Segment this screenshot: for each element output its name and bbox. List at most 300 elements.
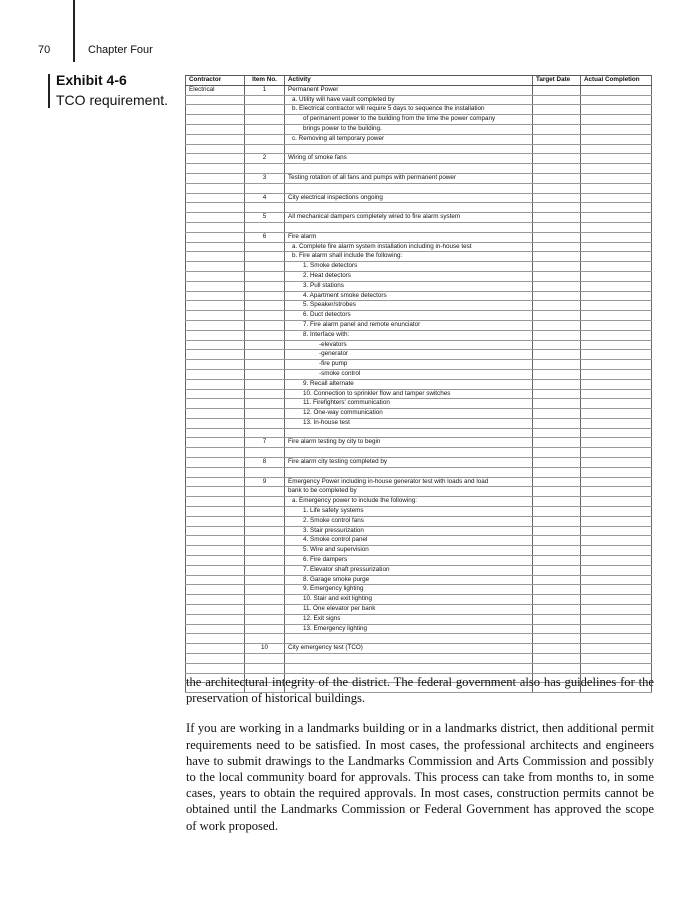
cell-target-date [533,477,581,487]
cell-actual-completion [581,340,652,350]
cell-actual-completion [581,242,652,252]
cell-activity [285,467,533,477]
cell-target-date [533,487,581,497]
cell-item-no [245,301,285,311]
cell-activity: 1. Smoke detectors [285,262,533,272]
cell-activity: 13. In-house test [285,418,533,428]
cell-actual-completion [581,320,652,330]
table-row [186,340,652,350]
cell-actual-completion [581,418,652,428]
cell-activity: Emergency Power including in-house generator test with loads and load [285,477,533,487]
cell-target-date [533,320,581,330]
cell-activity: 11. Firefighters' communication [285,399,533,409]
cell-contractor [186,242,245,252]
cell-item-no: 9 [245,477,285,487]
cell-target-date [533,350,581,360]
header-vertical-rule [73,0,75,62]
cell-contractor [186,624,245,634]
cell-target-date [533,369,581,379]
table-row [186,320,652,330]
cell-actual-completion [581,497,652,507]
cell-item-no [245,556,285,566]
cell-activity: of permanent power to the building from the time the power company [285,115,533,125]
cell-item-no [245,291,285,301]
table-row [186,536,652,546]
page-number: 70 [38,44,51,56]
table-row [186,242,652,252]
cell-target-date [533,144,581,154]
cell-actual-completion [581,428,652,438]
cell-contractor [186,428,245,438]
cell-actual-completion [581,438,652,448]
cell-item-no [245,311,285,321]
cell-activity: 2. Heat detectors [285,271,533,281]
cell-target-date [533,418,581,428]
cell-actual-completion [581,144,652,154]
cell-actual-completion [581,173,652,183]
cell-actual-completion [581,379,652,389]
cell-activity: bank to be completed by [285,487,533,497]
cell-actual-completion [581,546,652,556]
cell-actual-completion [581,565,652,575]
cell-activity: City electrical inspections ongoing [285,193,533,203]
cell-activity: 1. Life safety systems [285,507,533,517]
cell-item-no [245,105,285,115]
cell-contractor [186,360,245,370]
cell-target-date [533,379,581,389]
cell-item-no [245,399,285,409]
cell-contractor [186,291,245,301]
cell-contractor [186,575,245,585]
cell-contractor [186,516,245,526]
table-row [186,164,652,174]
table-row [186,546,652,556]
cell-target-date [533,654,581,664]
cell-contractor [186,399,245,409]
cell-activity: a. Emergency power to include the following: [285,497,533,507]
cell-target-date [533,565,581,575]
cell-item-no [245,467,285,477]
table-row [186,448,652,458]
cell-contractor [186,379,245,389]
cell-actual-completion [581,281,652,291]
table-row [186,389,652,399]
cell-actual-completion [581,409,652,419]
cell-activity: 5. Speaker/strobes [285,301,533,311]
cell-target-date [533,614,581,624]
cell-contractor [186,369,245,379]
cell-contractor [186,183,245,193]
table-row [186,124,652,134]
cell-target-date [533,105,581,115]
cell-contractor [186,193,245,203]
cell-target-date [533,340,581,350]
cell-activity: City emergency test (TCO) [285,644,533,654]
cell-activity: -smoke control [285,369,533,379]
cell-contractor [186,262,245,272]
table-row [186,95,652,105]
table-row [186,428,652,438]
cell-actual-completion [581,605,652,615]
cell-actual-completion [581,634,652,644]
cell-actual-completion [581,536,652,546]
cell-item-no [245,222,285,232]
cell-item-no [245,516,285,526]
table-row [186,556,652,566]
cell-target-date [533,428,581,438]
cell-item-no [245,330,285,340]
cell-item-no [245,252,285,262]
cell-contractor [186,644,245,654]
cell-contractor [186,526,245,536]
cell-actual-completion [581,575,652,585]
cell-target-date [533,634,581,644]
cell-actual-completion [581,458,652,468]
cell-target-date [533,252,581,262]
cell-item-no: 6 [245,232,285,242]
cell-target-date [533,360,581,370]
cell-actual-completion [581,516,652,526]
cell-activity: 4. Smoke control panel [285,536,533,546]
cell-item-no: 2 [245,154,285,164]
cell-item-no: 8 [245,458,285,468]
cell-contractor [186,222,245,232]
cell-item-no [245,262,285,272]
table-row [186,585,652,595]
table-row [186,262,652,272]
cell-activity: -elevators [285,340,533,350]
header-actual-completion: Actual Completion [581,76,652,86]
cell-actual-completion [581,154,652,164]
cell-item-no: 1 [245,85,285,95]
cell-item-no [245,575,285,585]
cell-target-date [533,516,581,526]
table-row [186,654,652,664]
exhibit-caption: TCO requirement. [56,92,169,108]
cell-contractor [186,134,245,144]
header-activity: Activity [285,76,533,86]
cell-actual-completion [581,213,652,223]
cell-actual-completion [581,467,652,477]
cell-target-date [533,409,581,419]
table-row [186,614,652,624]
cell-activity: 9. Emergency lighting [285,585,533,595]
cell-actual-completion [581,271,652,281]
cell-target-date [533,232,581,242]
cell-activity [285,203,533,213]
cell-item-no [245,281,285,291]
table-body [186,85,652,692]
cell-activity: 11. One elevator per bank [285,605,533,615]
cell-contractor [186,614,245,624]
cell-contractor [186,409,245,419]
cell-target-date [533,438,581,448]
table-row [186,438,652,448]
cell-item-no [245,595,285,605]
cell-item-no [245,95,285,105]
cell-activity: c. Removing all temporary power [285,134,533,144]
cell-activity: -fire pump [285,360,533,370]
table-row [186,154,652,164]
cell-item-no [245,115,285,125]
cell-target-date [533,536,581,546]
cell-item-no [245,360,285,370]
cell-actual-completion [581,164,652,174]
cell-actual-completion [581,183,652,193]
table-row [186,183,652,193]
cell-contractor [186,203,245,213]
cell-activity: Fire alarm city testing completed by [285,458,533,468]
cell-item-no: 7 [245,438,285,448]
table-row [186,301,652,311]
table-row [186,663,652,673]
table-row [186,507,652,517]
cell-item-no: 5 [245,213,285,223]
cell-target-date [533,291,581,301]
cell-actual-completion [581,369,652,379]
cell-item-no [245,340,285,350]
cell-activity: 6. Duct detectors [285,311,533,321]
cell-item-no: 4 [245,193,285,203]
cell-activity: 7. Fire alarm panel and remote enunciator [285,320,533,330]
cell-activity: 6. Fire dampers [285,556,533,566]
cell-contractor [186,438,245,448]
cell-activity: Fire alarm testing by city to begin [285,438,533,448]
cell-target-date [533,458,581,468]
cell-target-date [533,624,581,634]
cell-contractor [186,634,245,644]
cell-activity [285,663,533,673]
table-row [186,467,652,477]
cell-contractor [186,418,245,428]
cell-item-no [245,271,285,281]
cell-activity [285,222,533,232]
cell-actual-completion [581,105,652,115]
cell-actual-completion [581,507,652,517]
cell-actual-completion [581,360,652,370]
cell-item-no [245,144,285,154]
table-row [186,311,652,321]
cell-activity [285,634,533,644]
cell-contractor [186,458,245,468]
cell-target-date [533,399,581,409]
cell-actual-completion [581,350,652,360]
cell-contractor [186,663,245,673]
cell-contractor [186,654,245,664]
cell-contractor [186,487,245,497]
cell-actual-completion [581,389,652,399]
cell-actual-completion [581,311,652,321]
exhibit-rule [48,74,50,108]
table-row [186,330,652,340]
cell-activity: All mechanical dampers completely wired to fire alarm system [285,213,533,223]
cell-target-date [533,595,581,605]
cell-contractor [186,95,245,105]
table-row [186,624,652,634]
cell-contractor [186,340,245,350]
table-row [186,399,652,409]
table-row [186,232,652,242]
cell-contractor [186,301,245,311]
cell-activity: 10. Stair and exit lighting [285,595,533,605]
table-row [186,222,652,232]
cell-target-date [533,115,581,125]
cell-contractor [186,164,245,174]
table-row [186,595,652,605]
table-row [186,252,652,262]
cell-target-date [533,605,581,615]
cell-activity: Fire alarm [285,232,533,242]
cell-actual-completion [581,487,652,497]
exhibit-title: Exhibit 4-6 [56,72,127,88]
table-row [186,281,652,291]
cell-target-date [533,497,581,507]
cell-contractor [186,320,245,330]
paragraph: If you are working in a landmarks building or in a landmarks district, then additional permit requirements need to be satisfied. In most cases, the professional architects and engineers have to submit drawings to the Landmarks Commission and Arts Commission and possibly to the local community board for approvals. This process can take from months to, in some cases, years to obtain the required approvals. In most cases, construction permits cannot be obtained until the Landmarks Commission or Federal Government has approved the scope of work proposed. [186,721,654,833]
cell-actual-completion [581,252,652,262]
cell-actual-completion [581,124,652,134]
cell-item-no [245,124,285,134]
cell-contractor [186,389,245,399]
cell-target-date [533,271,581,281]
cell-contractor [186,467,245,477]
cell-item-no [245,526,285,536]
cell-item-no [245,428,285,438]
cell-contractor [186,173,245,183]
cell-actual-completion [581,203,652,213]
cell-target-date [533,222,581,232]
cell-contractor [186,595,245,605]
cell-target-date [533,507,581,517]
cell-activity: 8. Interface with: [285,330,533,340]
cell-item-no [245,624,285,634]
table-row [186,605,652,615]
paragraph: the architectural integrity of the district. The federal government also has guidelines for the preservation of historical buildings. [186,675,654,706]
cell-item-no [245,320,285,330]
table-row [186,85,652,95]
cell-activity: 12. One-way communication [285,409,533,419]
cell-item-no: 10 [245,644,285,654]
cell-actual-completion [581,115,652,125]
table-row [186,193,652,203]
cell-item-no: 3 [245,173,285,183]
cell-target-date [533,154,581,164]
table-row [186,565,652,575]
cell-contractor [186,232,245,242]
cell-item-no [245,546,285,556]
table-row [186,418,652,428]
table-row [186,644,652,654]
cell-target-date [533,644,581,654]
header-item-no: Item No. [245,76,285,86]
table-row [186,575,652,585]
chapter-title: Chapter Four [88,44,153,56]
cell-target-date [533,663,581,673]
cell-activity [285,183,533,193]
cell-actual-completion [581,595,652,605]
cell-target-date [533,575,581,585]
cell-contractor [186,105,245,115]
cell-activity: 8. Garage smoke purge [285,575,533,585]
cell-target-date [533,213,581,223]
cell-target-date [533,95,581,105]
cell-target-date [533,173,581,183]
cell-target-date [533,585,581,595]
cell-activity: brings power to the building. [285,124,533,134]
cell-activity: 3. Stair pressurization [285,526,533,536]
cell-item-no [245,654,285,664]
table-row [186,213,652,223]
cell-item-no [245,663,285,673]
cell-target-date [533,301,581,311]
cell-target-date [533,262,581,272]
cell-contractor [186,507,245,517]
cell-item-no [245,134,285,144]
cell-activity: Testing rotation of all fans and pumps with permanent power [285,173,533,183]
cell-item-no [245,418,285,428]
cell-contractor [186,556,245,566]
cell-target-date [533,389,581,399]
body-text [186,674,654,848]
cell-actual-completion [581,585,652,595]
table-row [186,105,652,115]
cell-contractor [186,448,245,458]
cell-activity [285,654,533,664]
table-row [186,516,652,526]
cell-activity [285,144,533,154]
table-row [186,634,652,644]
cell-activity [285,164,533,174]
cell-target-date [533,448,581,458]
cell-actual-completion [581,663,652,673]
table-row [186,487,652,497]
cell-activity: 12. Exit signs [285,614,533,624]
cell-contractor [186,124,245,134]
cell-contractor [186,546,245,556]
cell-contractor: Electrical [186,85,245,95]
table-row [186,203,652,213]
cell-target-date [533,203,581,213]
table-row [186,115,652,125]
cell-target-date [533,242,581,252]
cell-activity: 9. Recall alternate [285,379,533,389]
cell-contractor [186,350,245,360]
cell-actual-completion [581,399,652,409]
cell-target-date [533,183,581,193]
cell-activity: a. Utility will have vault completed by [285,95,533,105]
cell-contractor [186,497,245,507]
cell-target-date [533,124,581,134]
cell-activity: 2. Smoke control fans [285,516,533,526]
cell-contractor [186,536,245,546]
cell-contractor [186,585,245,595]
cell-contractor [186,311,245,321]
table-row [186,369,652,379]
cell-item-no [245,389,285,399]
cell-contractor [186,330,245,340]
cell-item-no [245,536,285,546]
cell-actual-completion [581,95,652,105]
cell-actual-completion [581,134,652,144]
table-row [186,271,652,281]
cell-target-date [533,193,581,203]
cell-actual-completion [581,85,652,95]
cell-activity: -generator [285,350,533,360]
cell-actual-completion [581,556,652,566]
table-row [186,458,652,468]
cell-activity: 3. Pull stations [285,281,533,291]
cell-item-no [245,369,285,379]
